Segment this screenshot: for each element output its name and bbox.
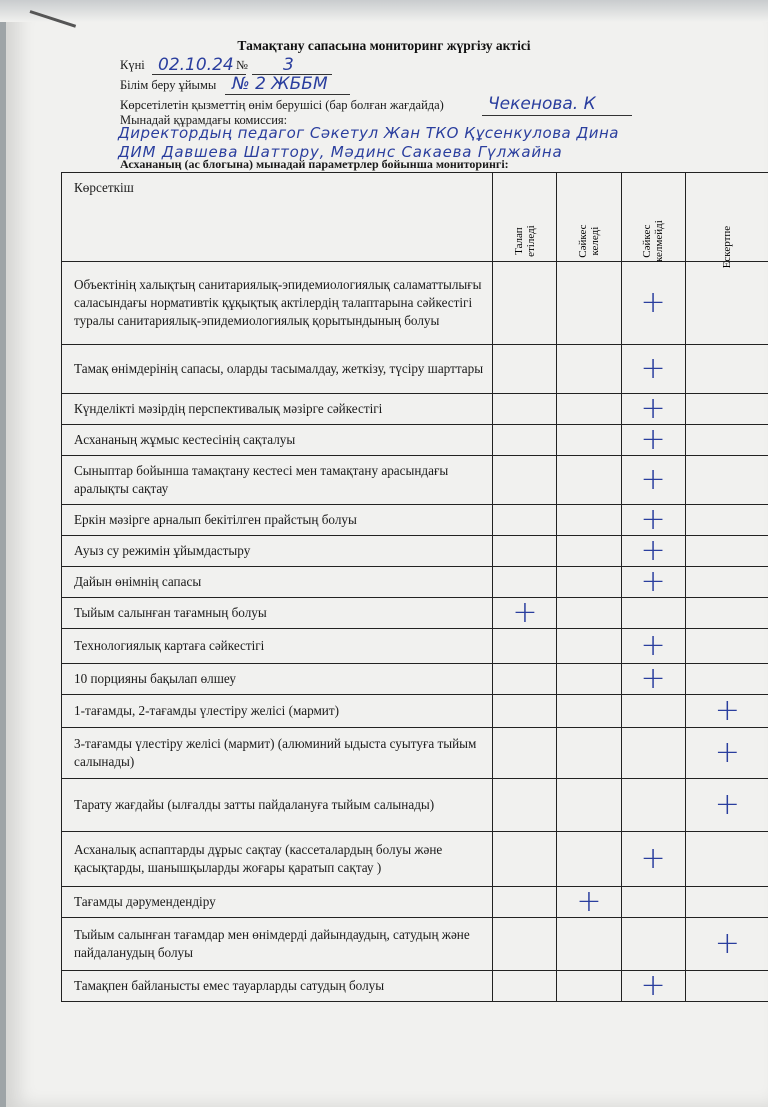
header-compliant-cell (557, 173, 621, 261)
row-cell (493, 456, 557, 504)
page-top-shadow (0, 0, 768, 22)
handwritten-plus-mark: + (714, 926, 740, 961)
school-underline (225, 94, 350, 95)
row-indicator-text: Асхананың жұмыс кестесінің сақталуы (61, 425, 493, 455)
row-cell (493, 425, 557, 455)
handwritten-plus-mark: + (512, 595, 538, 630)
row-indicator-text: Тағамды дәрумендендіру (61, 887, 493, 917)
row-cell (557, 262, 621, 344)
row-cell (557, 536, 621, 566)
row-cell (622, 779, 686, 831)
handwritten-plus-mark: + (640, 351, 666, 386)
row-cell (557, 598, 621, 628)
number-value: 3 (283, 55, 294, 75)
row-cell (622, 391, 686, 426)
table-row (61, 661, 768, 696)
handwritten-plus-mark: + (640, 533, 666, 568)
table-row (61, 918, 768, 971)
handwritten-plus-mark: + (714, 735, 740, 770)
number-label: № (236, 58, 248, 72)
handwritten-plus-mark: + (714, 787, 740, 822)
row-cell (493, 345, 557, 393)
table-row (61, 345, 768, 394)
row-cell (686, 832, 768, 886)
table-row (61, 968, 768, 1003)
school-label: Білім беру ұйымы (120, 78, 217, 92)
row-indicator-text: Тыйым салынған тағамның болуы (61, 598, 493, 628)
table-row (61, 422, 768, 457)
table-row (61, 629, 768, 664)
commission-line-1: Директордың педагог Сәкетул Жан ТКО Құсенкулова Дина (118, 124, 619, 142)
date-value: 02.10.24 (158, 55, 234, 75)
handwritten-plus-mark: + (714, 693, 740, 728)
row-cell (557, 832, 621, 886)
row-cell (622, 887, 686, 917)
row-cell (686, 425, 768, 455)
row-cell (493, 595, 557, 630)
row-indicator-text: Күнделікті мәзірдің перспективалық мәзірге сәйкестігі (61, 394, 493, 424)
row-cell (622, 422, 686, 457)
commission-line-2: ДИМ Давшева Шаттору, Мәдинс Сакаева Гүлжайна (118, 143, 563, 161)
row-cell (622, 456, 686, 504)
handwritten-plus-mark: + (640, 564, 666, 599)
date-label: Күні (120, 58, 145, 72)
row-cell (557, 456, 621, 504)
header-required-cell (493, 173, 557, 261)
row-cell (686, 728, 768, 778)
row-cell (493, 695, 557, 727)
handwritten-plus-mark: + (640, 661, 666, 696)
row-indicator-text: Еркін мәзірге арналып бекітілген прайстың болуы (61, 505, 493, 535)
row-indicator-text: 10 порцияны бақылап өлшеу (61, 664, 493, 694)
school-value: № 2 ЖББМ (232, 74, 328, 94)
handwritten-plus-mark: + (640, 285, 666, 320)
row-cell (622, 661, 686, 696)
row-indicator-text: Технологиялық картаға сәйкестігі (61, 629, 493, 663)
row-cell (622, 598, 686, 628)
row-cell (557, 345, 621, 393)
row-cell (686, 971, 768, 1001)
header-indicator: Көрсеткіш (61, 173, 493, 261)
row-cell (493, 505, 557, 535)
row-cell (493, 779, 557, 831)
provider-value: Чекенова. К (488, 94, 596, 114)
provider-underline (482, 115, 632, 116)
row-cell (686, 664, 768, 694)
table-row (61, 533, 768, 568)
handwritten-plus-mark: + (640, 391, 666, 426)
row-indicator-text: Сыныптар бойынша тамақтану кестесі мен тамақтану арасындағы аралықты сақтау (61, 456, 493, 504)
row-cell (557, 664, 621, 694)
handwritten-plus-mark: + (640, 422, 666, 457)
row-cell (557, 728, 621, 778)
row-cell (557, 779, 621, 831)
table-header-row (61, 172, 768, 269)
handwritten-plus-mark: + (576, 884, 602, 919)
row-cell (493, 728, 557, 778)
row-indicator-text: Тамақ өнімдерінің сапасы, оларды тасымалдау, жеткізу, түсіру шарттары (61, 345, 493, 393)
row-indicator-text: 3-тағамды үлестіру желісі (мармит) (алюминий ыдыста суытуға тыйым салынады) (61, 728, 493, 778)
row-cell (557, 394, 621, 424)
row-cell (493, 567, 557, 597)
row-cell (557, 695, 621, 727)
handwritten-plus-mark: + (640, 628, 666, 663)
table-row (61, 595, 768, 630)
row-cell (493, 536, 557, 566)
row-cell (686, 598, 768, 628)
row-indicator-text: Тарату жағдайы (ылғалды затты пайдалануға тыйым салынады) (61, 779, 493, 831)
row-cell (622, 533, 686, 568)
table-row (61, 728, 768, 779)
row-cell (686, 536, 768, 566)
header-noncompliant-cell (622, 173, 686, 261)
document-title: Тамақтану сапасына мониторинг жүргізу актісі (237, 38, 531, 53)
row-indicator-text: Объектінің халықтың санитариялық-эпидемиологиялық саламаттылығы саласындағы нормативтік құқықтық актілердің талаптарына сәйкестігі туралы санитариялық-эпидемиологиялық қорытындының болуы (61, 262, 493, 344)
row-cell (686, 567, 768, 597)
header-compliant: Сәйкес келеді (576, 224, 601, 258)
row-cell (493, 887, 557, 917)
row-cell (557, 629, 621, 663)
row-cell (622, 564, 686, 599)
row-cell (686, 456, 768, 504)
row-cell (686, 779, 768, 831)
row-cell (622, 968, 686, 1003)
row-indicator-text: Асханалық аспаптарды дұрыс сақтау (кассеталардың болуы және қасықтарды, шанышқыларды жоғары қаратып сақтау ) (61, 832, 493, 886)
row-cell (686, 505, 768, 535)
handwritten-plus-mark: + (640, 841, 666, 876)
row-cell (557, 971, 621, 1001)
header-note: Ескертпе (721, 225, 734, 269)
row-cell (622, 728, 686, 778)
row-cell (622, 832, 686, 886)
monitoring-table (61, 172, 768, 1002)
row-cell (622, 629, 686, 663)
row-cell (686, 695, 768, 727)
row-cell (622, 262, 686, 344)
row-cell (686, 345, 768, 393)
row-cell (557, 918, 621, 970)
row-cell (493, 971, 557, 1001)
handwritten-plus-mark: + (640, 462, 666, 497)
header-noncompliant: Сәйкес келмейді (640, 220, 666, 262)
table-row (61, 832, 768, 887)
row-indicator-text: Тыйым салынған тағамдар мен өнімдерді дайындаудың, сатудың және пайдаланудың болуы (61, 918, 493, 970)
row-cell (686, 887, 768, 917)
table-row (61, 779, 768, 832)
row-cell (557, 567, 621, 597)
provider-label: Көрсетілетін қызметтің өнім берушісі (бар болған жағдайда) (120, 98, 444, 112)
row-cell (493, 918, 557, 970)
table-row (61, 884, 768, 919)
row-indicator-text: Дайын өнімнің сапасы (61, 567, 493, 597)
table-row (61, 262, 768, 345)
table-row (61, 502, 768, 537)
header-note-cell (686, 173, 768, 269)
row-cell (493, 629, 557, 663)
row-cell (557, 505, 621, 535)
table-row (61, 391, 768, 426)
row-cell (493, 394, 557, 424)
row-cell (622, 345, 686, 393)
row-cell (557, 425, 621, 455)
table-row (61, 695, 768, 728)
header-required: Талап етіледі (512, 225, 537, 257)
row-cell (557, 884, 621, 919)
row-cell (686, 262, 768, 344)
row-cell (622, 695, 686, 727)
row-cell (493, 262, 557, 344)
row-indicator-text: 1-тағамды, 2-тағамды үлестіру желісі (мармит) (61, 695, 493, 727)
parameters-line: Асхананың (ас блогына) мынадай параметрлер бойынша мониторингі: (120, 157, 509, 171)
row-cell (622, 502, 686, 537)
row-indicator-text: Тамақпен байланысты емес тауарларды сатудың болуы (61, 971, 493, 1001)
table-row (61, 456, 768, 505)
handwritten-plus-mark: + (640, 502, 666, 537)
row-cell (686, 394, 768, 424)
row-indicator-text: Ауыз су режимін ұйымдастыру (61, 536, 493, 566)
table-row (61, 564, 768, 599)
handwritten-plus-mark: + (640, 968, 666, 1003)
row-cell (493, 664, 557, 694)
row-cell (686, 918, 768, 970)
row-cell (622, 918, 686, 970)
row-cell (686, 629, 768, 663)
commission-label: Мынадай құрамдағы комиссия: (120, 113, 288, 127)
row-cell (493, 832, 557, 886)
